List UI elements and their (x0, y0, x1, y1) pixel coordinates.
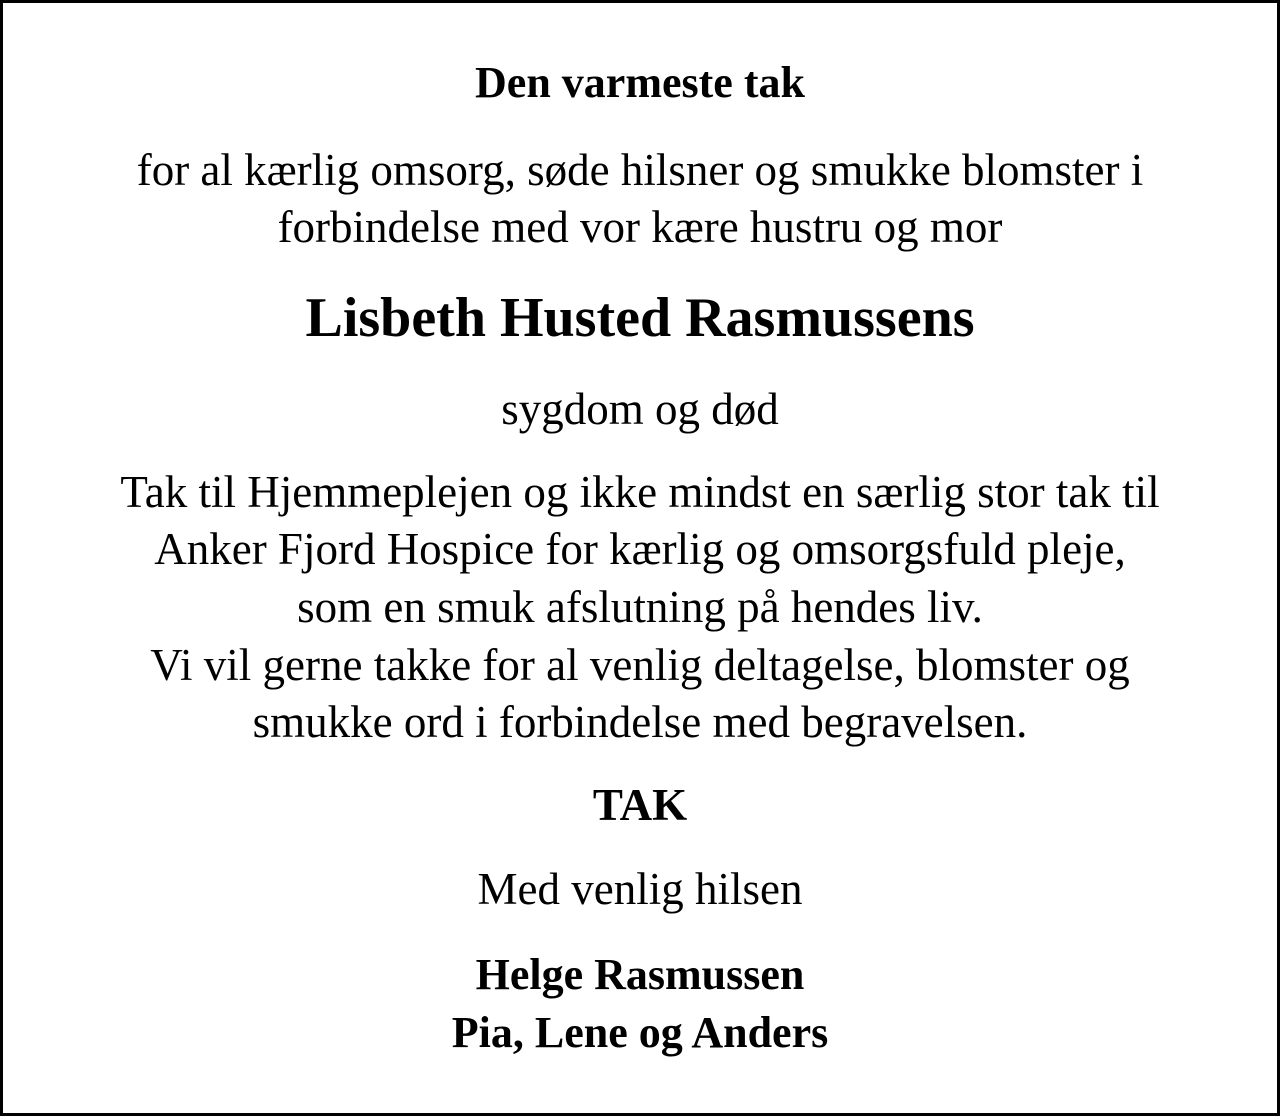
thanks-line-2: Anker Fjord Hospice for kærlig og omsorgsfuld pleje, (154, 524, 1126, 574)
intro-line-1: for al kærlig omsorg, søde hilsner og smukke blomster i (136, 145, 1144, 195)
thanks-line-3: som en smuk afslutning på hendes liv. (297, 582, 983, 632)
tak-text: TAK (592, 780, 688, 830)
thanks-line-5: smukke ord i forbindelse med begravelsen. (252, 697, 1028, 747)
cause-text: sygdom og død (501, 384, 779, 434)
thanks-line-1: Tak til Hjemmeplejen og ikke mindst en særlig stor tak til (120, 467, 1160, 517)
signature-line-1: Helge Rasmussen (475, 950, 805, 999)
notice-heading: Den varmeste tak (475, 58, 805, 107)
intro-line-2: forbindelse med vor kære hustru og mor (277, 202, 1003, 252)
thanks-line-4: Vi vil gerne takke for al venlig deltagelse, blomster og (150, 640, 1130, 690)
signature-line-2: Pia, Lene og Anders (451, 1008, 829, 1057)
closing-text: Med venlig hilsen (477, 864, 803, 914)
deceased-name: Lisbeth Husted Rasmussens (305, 287, 975, 349)
